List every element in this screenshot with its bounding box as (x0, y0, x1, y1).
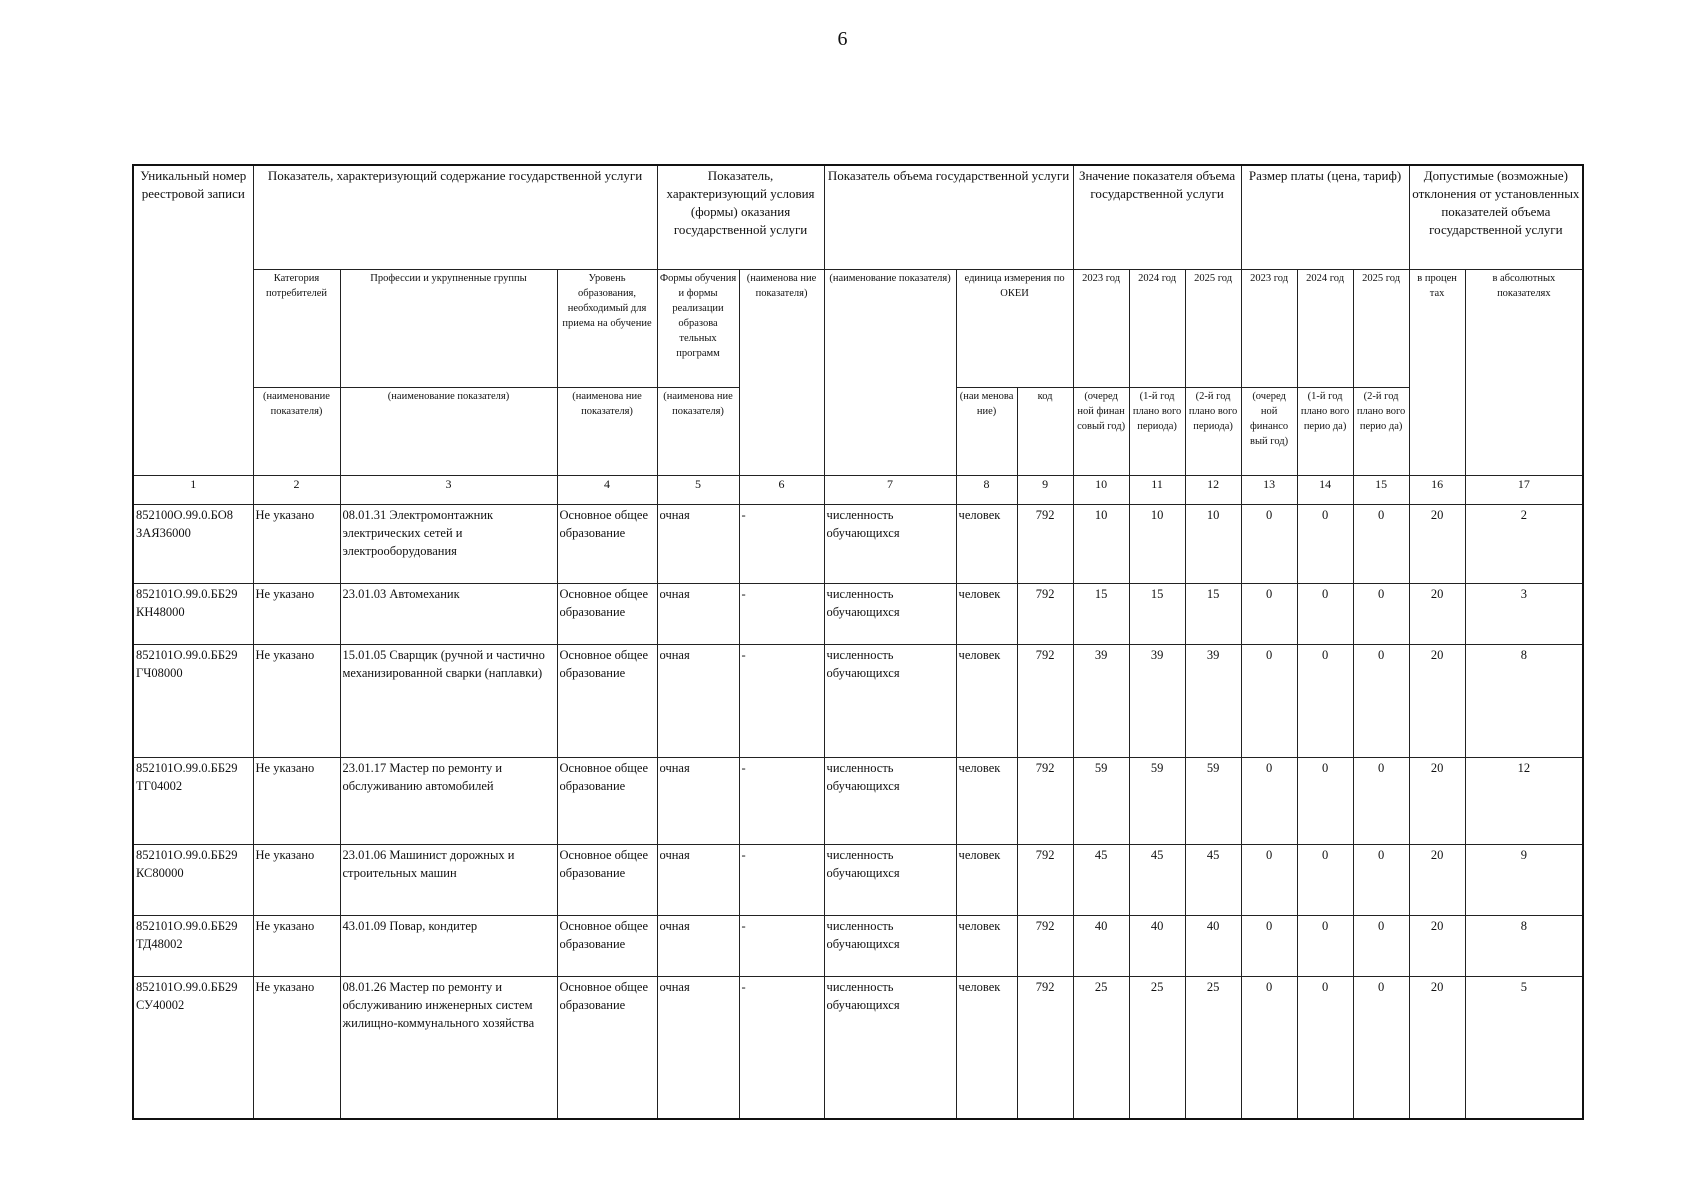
column-number: 11 (1129, 475, 1185, 504)
volume-2025: 39 (1185, 644, 1241, 757)
volume-2024: 25 (1129, 976, 1185, 1119)
header-okei-code: код (1017, 387, 1073, 475)
header-education-level: Уровень образования, необходимый для приема на обучение (557, 269, 657, 387)
volume-2023: 59 (1073, 757, 1129, 844)
header-payment-next-year: (очеред ной финансо вый год) (1241, 387, 1297, 475)
profession: 23.01.06 Машинист дорожных и строительных машин (340, 844, 557, 915)
education-level: Основное общее образование (557, 583, 657, 644)
volume-2025: 40 (1185, 915, 1241, 976)
header-volume-next-year: (очеред ной финан совый год) (1073, 387, 1129, 475)
table-row (133, 757, 1583, 844)
payment-2025: 0 (1353, 644, 1409, 757)
table-row (133, 915, 1583, 976)
registry-number: 852101О.99.0.ББ29 ГЧ08000 (133, 644, 253, 757)
column-number: 14 (1297, 475, 1353, 504)
volume-indicator-name: численность обучающихся (824, 757, 956, 844)
column-number: 10 (1073, 475, 1129, 504)
volume-2024: 40 (1129, 915, 1185, 976)
consumer-category: Не указано (253, 583, 340, 644)
header-unique-number: Уникальный номер реестровой записи (133, 165, 253, 475)
table-row (133, 583, 1583, 644)
column-number: 12 (1185, 475, 1241, 504)
volume-indicator-name: численность обучающихся (824, 976, 956, 1119)
header-indicator-name-6: (наименова ние показателя) (739, 269, 824, 475)
study-form: очная (657, 757, 739, 844)
volume-2025: 45 (1185, 844, 1241, 915)
column-number: 17 (1465, 475, 1583, 504)
unit-name: человек (956, 915, 1017, 976)
header-volume-2024: 2024 год (1129, 269, 1185, 387)
payment-2025: 0 (1353, 504, 1409, 583)
volume-2024: 10 (1129, 504, 1185, 583)
unit-code: 792 (1017, 976, 1073, 1119)
indicator-6: - (739, 757, 824, 844)
column-number: 3 (340, 475, 557, 504)
registry-number: 852100О.99.0.БО8 ЗАЯ36000 (133, 504, 253, 583)
registry-number: 852101О.99.0.ББ29 КН48000 (133, 583, 253, 644)
unit-code: 792 (1017, 504, 1073, 583)
header-payment-2nd-plan-year: (2-й год плано вого перио да) (1353, 387, 1409, 475)
payment-2023: 0 (1241, 757, 1297, 844)
consumer-category: Не указано (253, 644, 340, 757)
deviation-absolute: 8 (1465, 915, 1583, 976)
volume-2024: 59 (1129, 757, 1185, 844)
table-row (133, 844, 1583, 915)
volume-2024: 45 (1129, 844, 1185, 915)
header-deviation-absolute: в абсолютных показателях (1465, 269, 1583, 475)
indicator-6: - (739, 583, 824, 644)
header-row-2 (133, 269, 1583, 387)
header-category-sub: (наименование показателя) (253, 387, 340, 475)
deviation-absolute: 3 (1465, 583, 1583, 644)
header-conditions-indicator: Показатель, характеризующий условия (формы) оказания государственной услуги (657, 165, 824, 269)
header-volume-value: Значение показателя объема государственной услуги (1073, 165, 1241, 269)
payment-2025: 0 (1353, 976, 1409, 1119)
unit-code: 792 (1017, 644, 1073, 757)
payment-2023: 0 (1241, 976, 1297, 1119)
unit-name: человек (956, 844, 1017, 915)
deviation-absolute: 2 (1465, 504, 1583, 583)
payment-2024: 0 (1297, 583, 1353, 644)
registry-number: 852101О.99.0.ББ29 ТД48002 (133, 915, 253, 976)
payment-2024: 0 (1297, 915, 1353, 976)
header-category: Категория потребителей (253, 269, 340, 387)
volume-2023: 10 (1073, 504, 1129, 583)
payment-2025: 0 (1353, 583, 1409, 644)
indicator-6: - (739, 844, 824, 915)
table-row (133, 976, 1583, 1119)
volume-2023: 39 (1073, 644, 1129, 757)
volume-2025: 10 (1185, 504, 1241, 583)
volume-2023: 25 (1073, 976, 1129, 1119)
page-number: 6 (837, 28, 848, 50)
payment-2024: 0 (1297, 757, 1353, 844)
header-deviation-percent: в процен тах (1409, 269, 1465, 475)
unit-name: человек (956, 976, 1017, 1119)
education-level: Основное общее образование (557, 844, 657, 915)
header-payment-2024: 2024 год (1297, 269, 1353, 387)
column-number-row (133, 475, 1583, 504)
education-level: Основное общее образование (557, 915, 657, 976)
profession: 08.01.26 Мастер по ремонту и обслуживанию инженерных систем жилищно-коммунального хозяйства (340, 976, 557, 1119)
header-volume-2023: 2023 год (1073, 269, 1129, 387)
deviation-absolute: 12 (1465, 757, 1583, 844)
unit-code: 792 (1017, 583, 1073, 644)
volume-indicator-name: численность обучающихся (824, 844, 956, 915)
deviation-absolute: 5 (1465, 976, 1583, 1119)
header-forms: Формы обучения и формы реализации образова тельных программ (657, 269, 739, 387)
column-number: 6 (739, 475, 824, 504)
header-content-indicator: Показатель, характеризующий содержание государственной услуги (253, 165, 657, 269)
volume-indicator-name: численность обучающихся (824, 915, 956, 976)
education-level: Основное общее образование (557, 757, 657, 844)
payment-2023: 0 (1241, 644, 1297, 757)
consumer-category: Не указано (253, 976, 340, 1119)
volume-indicator-name: численность обучающихся (824, 504, 956, 583)
registry-number: 852101О.99.0.ББ29 КС80000 (133, 844, 253, 915)
consumer-category: Не указано (253, 504, 340, 583)
payment-2023: 0 (1241, 915, 1297, 976)
header-volume-1st-plan-year: (1-й год плано вого периода) (1129, 387, 1185, 475)
header-okei: единица измерения по ОКЕИ (956, 269, 1073, 387)
column-number: 16 (1409, 475, 1465, 504)
volume-2024: 39 (1129, 644, 1185, 757)
payment-2024: 0 (1297, 844, 1353, 915)
header-payment-2023: 2023 год (1241, 269, 1297, 387)
header-forms-sub: (наименова ние показателя) (657, 387, 739, 475)
volume-indicator-name: численность обучающихся (824, 583, 956, 644)
education-level: Основное общее образование (557, 504, 657, 583)
table-row (133, 504, 1583, 583)
study-form: очная (657, 976, 739, 1119)
deviation-percent: 20 (1409, 583, 1465, 644)
registry-number: 852101О.99.0.ББ29 ТГ04002 (133, 757, 253, 844)
deviation-absolute: 8 (1465, 644, 1583, 757)
study-form: очная (657, 915, 739, 976)
volume-2025: 15 (1185, 583, 1241, 644)
volume-2023: 40 (1073, 915, 1129, 976)
deviation-percent: 20 (1409, 504, 1465, 583)
payment-2023: 0 (1241, 504, 1297, 583)
header-row-1 (133, 165, 1583, 269)
payment-2024: 0 (1297, 644, 1353, 757)
header-deviations: Допустимые (возможные) отклонения от установленных показателей объема государственной услуги (1409, 165, 1583, 269)
header-payment: Размер платы (цена, тариф) (1241, 165, 1409, 269)
profession: 08.01.31 Электромонтажник электрических сетей и электрооборудования (340, 504, 557, 583)
education-level: Основное общее образование (557, 976, 657, 1119)
study-form: очная (657, 644, 739, 757)
profession: 15.01.05 Сварщик (ручной и частично механизированной сварки (наплавки) (340, 644, 557, 757)
column-number: 4 (557, 475, 657, 504)
volume-2023: 45 (1073, 844, 1129, 915)
header-level-sub: (наименова ние показателя) (557, 387, 657, 475)
column-number: 8 (956, 475, 1017, 504)
column-number: 5 (657, 475, 739, 504)
volume-2024: 15 (1129, 583, 1185, 644)
volume-2025: 25 (1185, 976, 1241, 1119)
header-professions-sub: (наименование показателя) (340, 387, 557, 475)
volume-indicator-name: численность обучающихся (824, 644, 956, 757)
unit-code: 792 (1017, 844, 1073, 915)
header-volume-indicator: Показатель объема государственной услуги (824, 165, 1073, 269)
deviation-percent: 20 (1409, 976, 1465, 1119)
consumer-category: Не указано (253, 915, 340, 976)
payment-2024: 0 (1297, 976, 1353, 1119)
payment-2025: 0 (1353, 844, 1409, 915)
header-volume-2025: 2025 год (1185, 269, 1241, 387)
deviation-percent: 20 (1409, 915, 1465, 976)
profession: 43.01.09 Повар, кондитер (340, 915, 557, 976)
column-number: 2 (253, 475, 340, 504)
header-payment-2025: 2025 год (1353, 269, 1409, 387)
header-payment-1st-plan-year: (1-й год плано вого перио да) (1297, 387, 1353, 475)
unit-code: 792 (1017, 757, 1073, 844)
registry-number: 852101О.99.0.ББ29 СУ40002 (133, 976, 253, 1119)
indicator-6: - (739, 915, 824, 976)
unit-name: человек (956, 757, 1017, 844)
study-form: очная (657, 504, 739, 583)
volume-2023: 15 (1073, 583, 1129, 644)
payment-2023: 0 (1241, 844, 1297, 915)
study-form: очная (657, 583, 739, 644)
consumer-category: Не указано (253, 844, 340, 915)
payment-2025: 0 (1353, 757, 1409, 844)
header-professions: Профессии и укрупненные группы (340, 269, 557, 387)
education-level: Основное общее образование (557, 644, 657, 757)
unit-name: человек (956, 583, 1017, 644)
indicator-6: - (739, 644, 824, 757)
column-number: 13 (1241, 475, 1297, 504)
profession: 23.01.17 Мастер по ремонту и обслуживанию автомобилей (340, 757, 557, 844)
payment-2025: 0 (1353, 915, 1409, 976)
deviation-percent: 20 (1409, 757, 1465, 844)
header-indicator-name-7: (наименование показателя) (824, 269, 956, 475)
state-service-table (132, 164, 1584, 1120)
deviation-absolute: 9 (1465, 844, 1583, 915)
column-number: 1 (133, 475, 253, 504)
header-okei-name: (наи менова ние) (956, 387, 1017, 475)
column-number: 15 (1353, 475, 1409, 504)
table-row (133, 644, 1583, 757)
column-number: 9 (1017, 475, 1073, 504)
study-form: очная (657, 844, 739, 915)
indicator-6: - (739, 976, 824, 1119)
header-volume-2nd-plan-year: (2-й год плано вого периода) (1185, 387, 1241, 475)
deviation-percent: 20 (1409, 644, 1465, 757)
payment-2024: 0 (1297, 504, 1353, 583)
column-number: 7 (824, 475, 956, 504)
unit-name: человек (956, 644, 1017, 757)
payment-2023: 0 (1241, 583, 1297, 644)
profession: 23.01.03 Автомеханик (340, 583, 557, 644)
consumer-category: Не указано (253, 757, 340, 844)
deviation-percent: 20 (1409, 844, 1465, 915)
volume-2025: 59 (1185, 757, 1241, 844)
indicator-6: - (739, 504, 824, 583)
unit-name: человек (956, 504, 1017, 583)
unit-code: 792 (1017, 915, 1073, 976)
